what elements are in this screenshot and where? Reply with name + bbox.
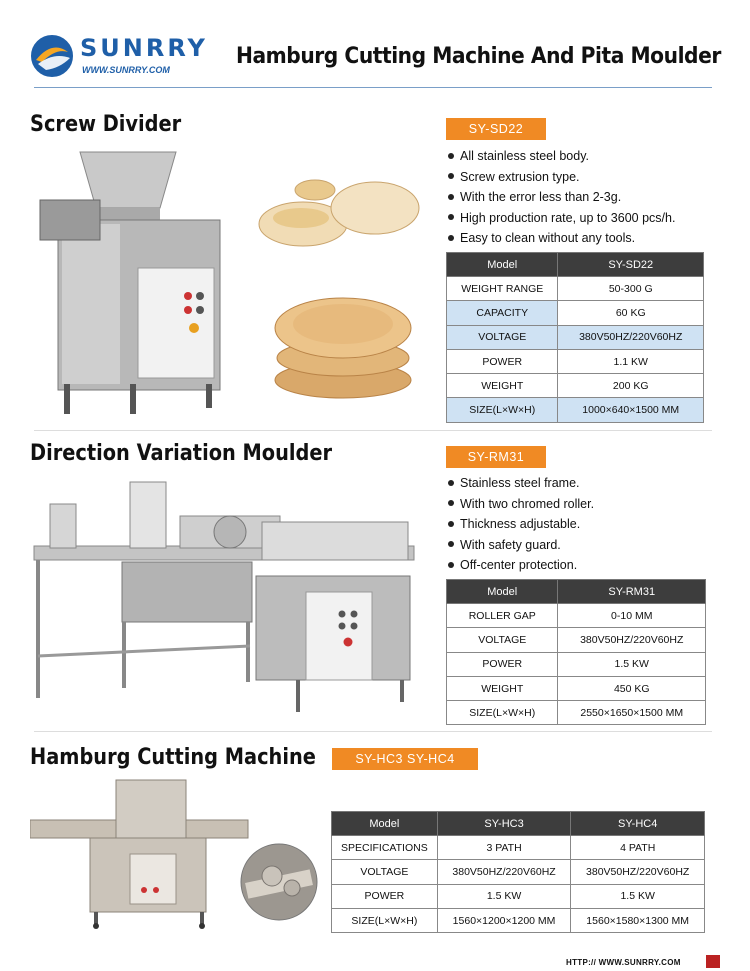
- table-cell: 60 KG: [558, 301, 704, 325]
- feature-item: All stainless steel body.: [448, 146, 675, 167]
- table-row: [447, 652, 706, 676]
- spec-table-rm31: [446, 579, 706, 725]
- table-row: [447, 374, 704, 398]
- brand-url: WWW.SUNRRY.COM: [82, 65, 170, 75]
- feature-item: Off-center protection.: [448, 555, 594, 576]
- table-cell: WEIGHT RANGE: [447, 277, 558, 301]
- table-row: [332, 908, 705, 932]
- section-title-moulder: Direction Variation Moulder: [30, 441, 333, 466]
- feature-item: Thickness adjustable.: [448, 514, 594, 535]
- table-cell: SIZE(L×W×H): [447, 701, 558, 725]
- table-cell: 1560×1580×1300 MM: [571, 908, 705, 932]
- table-row: [332, 860, 705, 884]
- sunrry-logo-icon: [30, 34, 74, 78]
- table-row: [447, 325, 704, 349]
- table-header-row: [332, 812, 705, 836]
- moulder-photo: [30, 476, 420, 716]
- table-header: SY-SD22: [558, 253, 704, 277]
- cutting-machine-photo: [30, 774, 252, 930]
- table-cell: 450 KG: [558, 676, 706, 700]
- feature-list-sd22: [448, 146, 675, 249]
- table-cell: 1.1 KW: [558, 349, 704, 373]
- table-cell: SIZE(L×W×H): [332, 908, 438, 932]
- table-row: [447, 701, 706, 725]
- brand-logo: [30, 32, 210, 84]
- table-cell: 4 PATH: [571, 836, 705, 860]
- feature-item: With two chromed roller.: [448, 494, 594, 515]
- table-row: [332, 836, 705, 860]
- header-divider: [34, 87, 712, 88]
- spec-table-sd22: [446, 252, 704, 423]
- table-cell: VOLTAGE: [447, 325, 558, 349]
- section-title-cutting-machine: Hamburg Cutting Machine: [30, 745, 316, 770]
- brand-name: SUNRRY: [80, 34, 208, 62]
- pita-pocket-photo: [255, 172, 425, 252]
- table-cell: 1.5 KW: [437, 884, 571, 908]
- table-cell: 1560×1200×1200 MM: [437, 908, 571, 932]
- table-cell: 0-10 MM: [558, 604, 706, 628]
- table-header: SY-RM31: [558, 580, 706, 604]
- table-cell: 380V50HZ/220V60HZ: [571, 860, 705, 884]
- model-tag-rm31: SY-RM31: [446, 446, 546, 468]
- feature-list-rm31: [448, 473, 594, 576]
- table-cell: 2550×1650×1500 MM: [558, 701, 706, 725]
- cutting-detail-photo: [236, 842, 322, 922]
- footer-url[interactable]: HTTP:// WWW.SUNRRY.COM: [566, 958, 681, 967]
- table-row: [447, 628, 706, 652]
- table-row: [447, 676, 706, 700]
- table-header-row: [447, 253, 704, 277]
- table-cell: SIZE(L×W×H): [447, 398, 558, 422]
- feature-item: High production rate, up to 3600 pcs/h.: [448, 208, 675, 229]
- table-cell: VOLTAGE: [332, 860, 438, 884]
- table-cell: 50-300 G: [558, 277, 704, 301]
- table-cell: SPECIFICATIONS: [332, 836, 438, 860]
- table-cell: ROLLER GAP: [447, 604, 558, 628]
- table-cell: 380V50HZ/220V60HZ: [437, 860, 571, 884]
- table-header: SY-HC4: [571, 812, 705, 836]
- table-cell: WEIGHT: [447, 676, 558, 700]
- table-row: [332, 884, 705, 908]
- model-tag-sd22: SY-SD22: [446, 118, 546, 140]
- page-title: Hamburg Cutting Machine And Pita Moulder: [236, 44, 721, 69]
- table-cell: POWER: [447, 349, 558, 373]
- table-cell: 1000×640×1500 MM: [558, 398, 704, 422]
- feature-item: Stainless steel frame.: [448, 473, 594, 494]
- table-row: [447, 349, 704, 373]
- table-row: [447, 301, 704, 325]
- feature-item: Easy to clean without any tools.: [448, 228, 675, 249]
- table-header: Model: [447, 253, 558, 277]
- feature-item: With safety guard.: [448, 535, 594, 556]
- feature-item: With the error less than 2-3g.: [448, 187, 675, 208]
- model-tag-hc3-hc4: SY-HC3 SY-HC4: [332, 748, 478, 770]
- table-cell: 200 KG: [558, 374, 704, 398]
- spec-table-hc3-hc4: [331, 811, 705, 933]
- table-cell: CAPACITY: [447, 301, 558, 325]
- pita-stack-photo: [268, 288, 418, 408]
- table-row: [447, 604, 706, 628]
- table-header: Model: [447, 580, 558, 604]
- table-cell: 1.5 KW: [571, 884, 705, 908]
- table-cell: 3 PATH: [437, 836, 571, 860]
- section-divider: [34, 731, 712, 732]
- table-cell: VOLTAGE: [447, 628, 558, 652]
- table-header: Model: [332, 812, 438, 836]
- screw-divider-photo: [38, 148, 228, 418]
- table-cell: POWER: [447, 652, 558, 676]
- table-cell: 380V50HZ/220V60HZ: [558, 325, 704, 349]
- table-cell: POWER: [332, 884, 438, 908]
- table-cell: 380V50HZ/220V60HZ: [558, 628, 706, 652]
- section-title-screw-divider: Screw Divider: [30, 112, 182, 137]
- table-cell: WEIGHT: [447, 374, 558, 398]
- feature-item: Screw extrusion type.: [448, 167, 675, 188]
- section-divider: [34, 430, 712, 431]
- table-cell: 1.5 KW: [558, 652, 706, 676]
- table-row: [447, 277, 704, 301]
- table-row: [447, 398, 704, 422]
- page-arrow-icon: [706, 955, 720, 968]
- table-header-row: [447, 580, 706, 604]
- table-header: SY-HC3: [437, 812, 571, 836]
